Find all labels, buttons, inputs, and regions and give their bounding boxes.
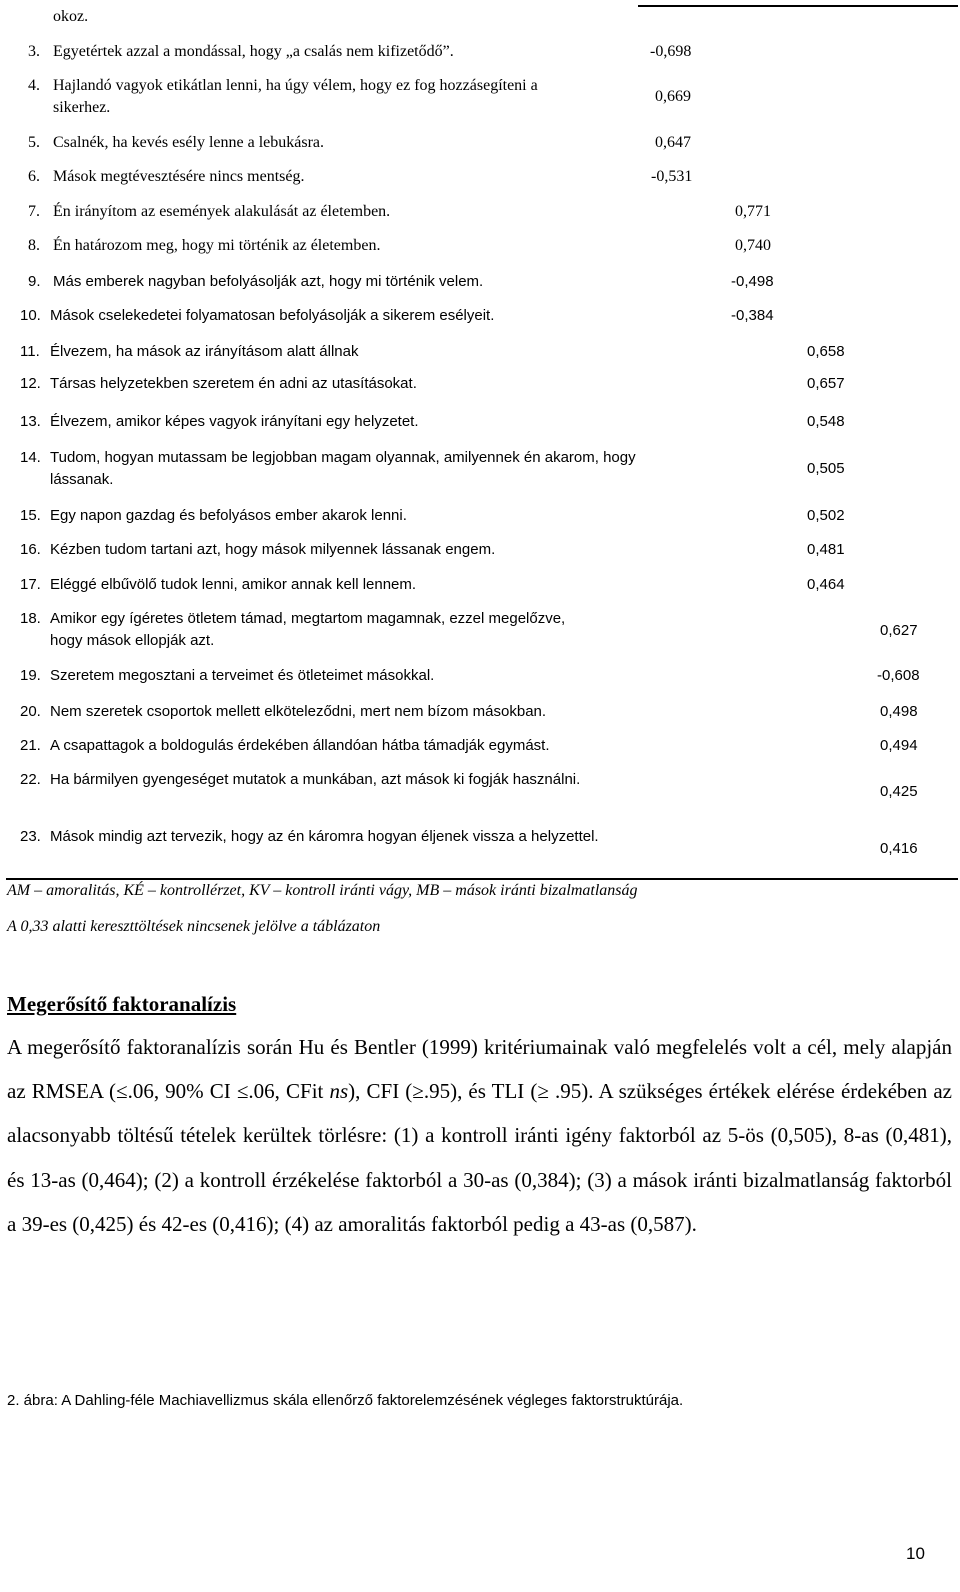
item-text: Társas helyzetekben szeretem én adni az utasításokat.	[50, 375, 417, 392]
loading-value: 0,502	[807, 507, 845, 524]
item-number: 7.	[28, 203, 40, 220]
loading-value: -0,608	[877, 667, 920, 684]
loading-value: 0,657	[807, 375, 845, 392]
item-number: 13.	[20, 413, 41, 430]
item-number: 9.	[28, 273, 41, 290]
table-bottom-rule	[6, 878, 958, 880]
item-text: Egy napon gazdag és befolyásos ember akarok lenni.	[50, 507, 407, 524]
item-number: 4.	[28, 77, 40, 94]
item-number: 5.	[28, 134, 40, 151]
loading-value: 0,505	[807, 460, 845, 477]
item-number: 16.	[20, 541, 41, 558]
item-text: Ha bármilyen gyengeséget mutatok a munkában, azt mások ki fogják használni.	[50, 771, 581, 788]
item-text: Én irányítom az események alakulását az életemben.	[53, 203, 391, 220]
loading-value: -0,384	[731, 307, 774, 324]
item-text: Hajlandó vagyok etikátlan lenni, ha úgy vélem, hogy ez fog hozzásegíteni a sikerhez.	[53, 77, 538, 116]
item-number: 22.	[20, 771, 41, 788]
loading-value: 0,498	[880, 703, 918, 720]
loading-value: 0,494	[880, 737, 918, 754]
body-text-part-2: ), CFI (≥.95), és TLI (≥ .95). A szükséges értékek elérése érdekében az alacsonyabb töltésű tételek kerültek törlésre: (1) a kontroll iránti igény faktorból az 5-ös (0,505), 8-as (0,481), és 13-as (0,464); (2) a kontroll érzékelése faktorból a 30-as (0,384); (3) a mások iránti bizalmatlanság faktorból a 39-es (0,425) és 42-es (0,416); (4) az amoralitás faktorból pedig a 43-as (0,587).	[7, 1079, 952, 1236]
loading-value: 0,481	[807, 541, 845, 558]
item-text: Egyetértek azzal a mondással, hogy „a csalás nem kifizetődő”.	[53, 43, 454, 60]
item-text: Mások mindig azt tervezik, hogy az én káromra hogyan éljenek vissza a helyzettel.	[50, 828, 599, 845]
item-number: 14.	[20, 449, 41, 466]
section-heading: Megerősítő faktoranalízis	[7, 992, 237, 1016]
item-text: Csalnék, ha kevés esély lenne a lebukásra.	[53, 134, 325, 151]
loading-value: 0,669	[655, 88, 691, 105]
loading-value: -0,698	[650, 43, 692, 60]
item-number: 23.	[20, 828, 41, 845]
loading-value: -0,498	[731, 273, 774, 290]
item-number: 18.	[20, 610, 41, 627]
table-note-abbreviations: AM – amoralitás, KÉ – kontrollérzet, KV – kontroll iránti vágy, MB – mások iránti bizalmatlanság	[7, 882, 638, 899]
item-text: Mások megtévesztésére nincs mentség.	[53, 168, 305, 185]
item-text: Eléggé elbűvölő tudok lenni, amikor annak kell lennem.	[50, 576, 417, 593]
item-number: 6.	[28, 168, 40, 185]
item-number: 19.	[20, 667, 41, 684]
loading-value: 0,627	[880, 622, 918, 639]
item-text: Kézben tudom tartani azt, hogy mások milyennek lássanak engem.	[50, 541, 496, 558]
loading-value: -0,531	[651, 168, 693, 185]
loading-value: 0,771	[735, 203, 771, 220]
item-number: 11.	[20, 343, 40, 360]
item-text: Tudom, hogyan mutassam be legjobban magam olyannak, amilyennek én akarom, hogy lássanak.	[50, 449, 636, 488]
item-number: 21.	[20, 737, 41, 754]
item-number: 17.	[20, 576, 41, 593]
loading-value: 0,548	[807, 413, 845, 430]
figure-caption: 2. ábra: A Dahling-féle Machiavellizmus skála ellenőrző faktorelemzésének végleges faktorstruktúrája.	[7, 1392, 684, 1409]
item-text: Más emberek nagyban befolyásolják azt, hogy mi történik velem.	[53, 273, 484, 290]
item-text: Amikor egy ígéretes ötletem támad, megtartom magamnak, ezzel megelőzve, hogy mások ellopják azt.	[50, 610, 566, 649]
item-text: Mások cselekedetei folyamatosan befolyásolják a sikerem esélyeit.	[50, 307, 495, 324]
loading-value: 0,740	[735, 237, 771, 254]
loading-value: 0,416	[880, 840, 918, 857]
body-text-part-1: A megerősítő faktoranalízis során Hu és Bentler (1999) kritériumainak való megfelelés volt a cél, mely alapján az RMSEA (≤.06, 90% CI ≤.06, CFit	[7, 1035, 952, 1104]
body-text-ns: ns	[329, 1079, 349, 1104]
item-number: 8.	[28, 237, 40, 254]
item-text: Élvezem, amikor képes vagyok irányítani egy helyzetet.	[50, 413, 419, 430]
page-number: 10	[906, 1544, 925, 1563]
item-text: Szeretem megosztani a terveimet és ötleteimet másokkal.	[50, 667, 435, 684]
item-number: 3.	[28, 43, 40, 60]
loading-value: 0,425	[880, 783, 918, 800]
body-paragraph	[7, 1025, 952, 1246]
loading-value: 0,464	[807, 576, 845, 593]
item-text: Én határozom meg, hogy mi történik az életemben.	[53, 237, 381, 254]
item-number: 15.	[20, 507, 41, 524]
table-note-threshold: A 0,33 alatti kereszttöltések nincsenek jelölve a táblázaton	[7, 918, 381, 935]
item-number: 10.	[20, 307, 41, 324]
loading-value: 0,658	[807, 343, 845, 360]
item-text: Élvezem, ha mások az irányításom alatt állnak	[50, 343, 359, 360]
loading-value: 0,647	[655, 134, 691, 151]
item-text: A csapattagok a boldogulás érdekében állandóan hátba támadják egymást.	[50, 737, 550, 754]
item-text: okoz.	[53, 8, 89, 25]
item-text: Nem szeretek csoportok mellett elköteleződni, mert nem bízom másokban.	[50, 703, 547, 720]
item-number: 12.	[20, 375, 41, 392]
item-number: 20.	[20, 703, 41, 720]
